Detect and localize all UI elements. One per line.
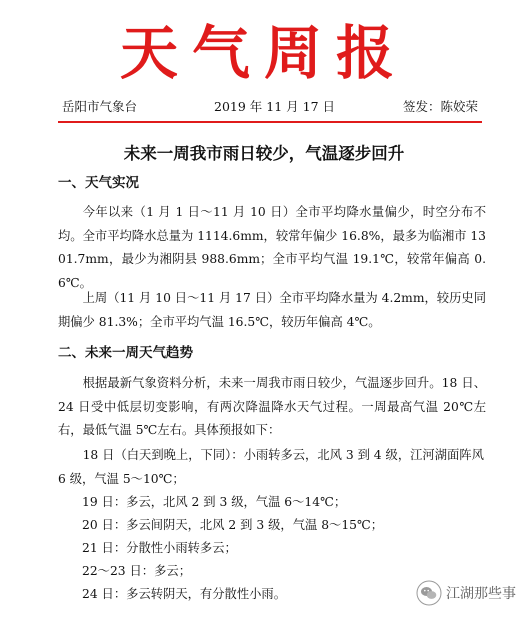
forecast-line-19: 19 日：多云，北风 2 到 3 级，气温 6～14℃；: [82, 495, 347, 509]
signer: 签发：陈姣荣: [402, 99, 478, 114]
forecast-line-20: 20 日：多云间阴天，北风 2 到 3 级，气温 8～15℃；: [82, 518, 384, 532]
forecast-line-22-23: 22～23 日：多云；: [82, 564, 191, 578]
issue-date: 2019 年 11 月 17 日: [214, 99, 335, 114]
watermark-text: 江湖那些事: [446, 586, 516, 602]
observations-paragraph-1: 今年以来（1 月 1 日～11 月 10 日）全市平均降水量偏少，时空分布不均。全市平均降水总量为 1114.6mm，较常年偏少 16.8%，最多为临湘市 1301.7mm，最少为湘阴县 988.6mm；全市平均气温 19.1℃，较常年偏高 0.6℃。: [58, 205, 486, 290]
meta-row: [62, 98, 478, 116]
section-title-observations: 一、天气实况: [58, 175, 139, 191]
observations-paragraph-2: 上周（11 月 10 日～11 月 17 日）全市平均降水量为 4.2mm，较历史同期偏少 81.3%；全市平均气温 16.5℃，较历年偏高 4℃。: [58, 291, 486, 329]
forecast-line-24: 24 日：多云转阴天，有分散性小雨。: [82, 587, 287, 601]
header-divider: [58, 121, 482, 123]
forecast-line-21: 21 日：分散性小雨转多云；: [82, 541, 237, 555]
forecast-line-18: 18 日（白天到晚上，下同）：小雨转多云，北风 3 到 4 级，江河湖面阵风 6 级，气温 5～10℃；: [58, 448, 484, 486]
wechat-logo-icon: [416, 580, 442, 606]
masthead-title: 天气周报: [119, 19, 408, 87]
section-title-forecast: 二、未来一周天气趋势: [58, 345, 193, 361]
issuing-organization: 岳阳市气象台: [62, 99, 138, 114]
source-watermark: [412, 579, 520, 607]
forecast-intro-paragraph: 根据最新气象资料分析，未来一周我市雨日较少，气温逐步回升。18 日、24 日受中低层切变影响，有两次降温降水天气过程。一周最高气温 20℃左右，最低气温 5℃左右。具体预报如下：: [58, 376, 486, 437]
report-headline: 未来一周我市雨日较少，气温逐步回升: [123, 144, 405, 163]
